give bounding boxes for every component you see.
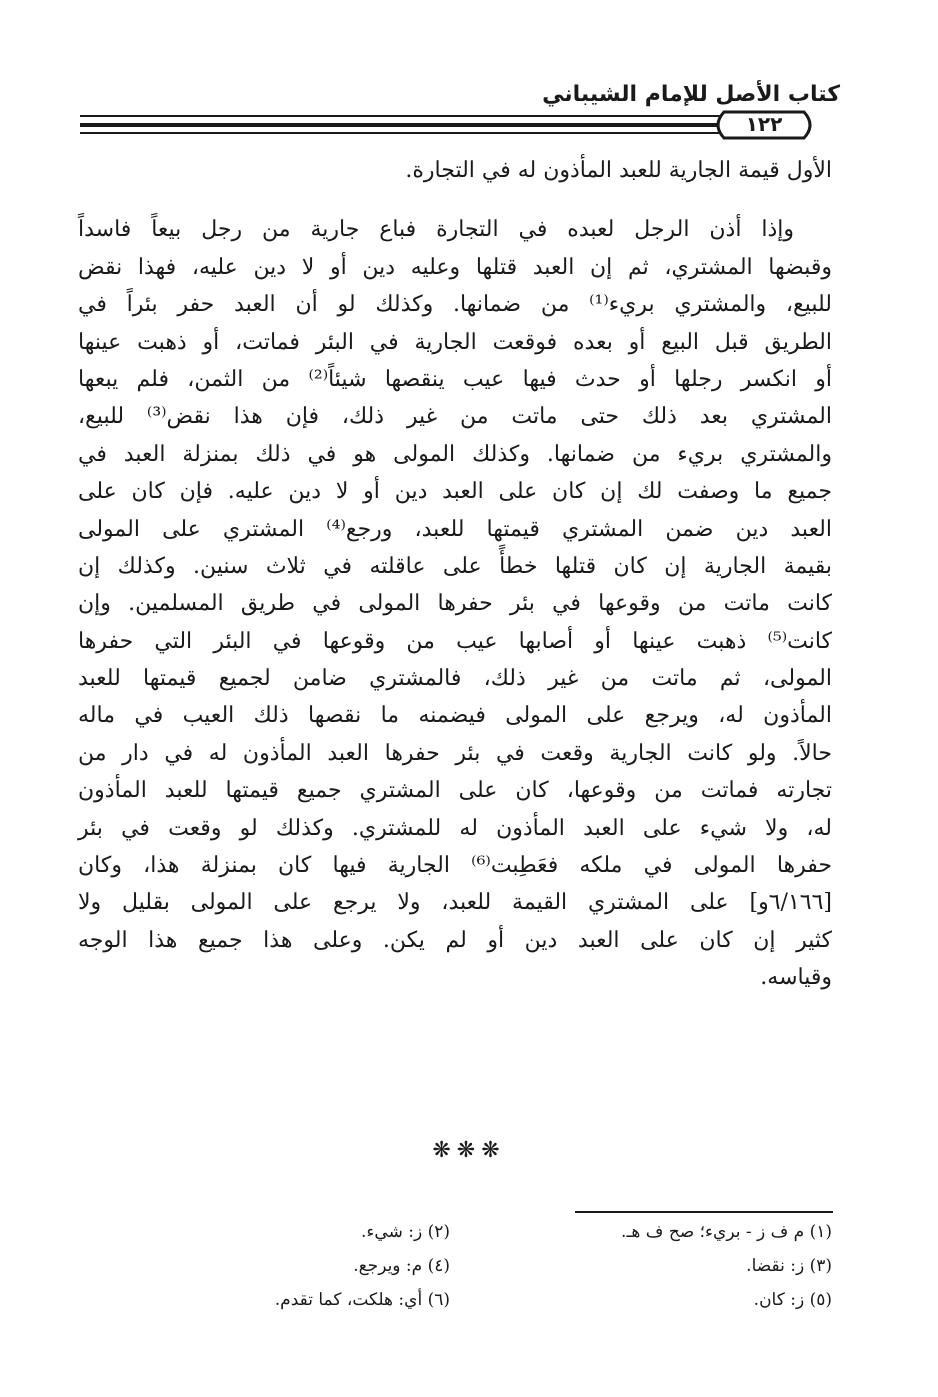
footnote-6: (٦) أي: هلكت، كما تقدم. bbox=[274, 1290, 450, 1310]
text-line: العبد دين ضمن المشتري قيمتها للعبد، ورجع⁽⁴⁾ المشتري على المولى bbox=[78, 516, 832, 542]
text-line: [٦/١٦٦و] على المشتري القيمة للعبد، ولا يرجع على المولى بقليل ولا bbox=[78, 890, 832, 916]
text-line: المأذون له، ويرجع على المولى فيضمنه ما نقصها ذلك العيب في ماله bbox=[78, 703, 832, 729]
text-line: وإذا أذن الرجل لعبده في التجارة فباع جارية من رجل بيعاً فاسداً bbox=[78, 217, 794, 243]
paragraph-gap bbox=[78, 189, 832, 211]
text-line: كثير إن كان على العبد دين أو لم يكن. وعلى هذا جميع هذا الوجه bbox=[78, 927, 832, 953]
text-line: وقبضها المشتري، ثم إن العبد قتلها وعليه دين أو لا دين عليه، فهذا نقض bbox=[78, 254, 832, 280]
text-line: الطريق قبل البيع أو بعده فوقعت الجارية في البئر فماتت، أو ذهبت عينها bbox=[78, 329, 832, 355]
text-line: أو انكسر رجلها أو حدث فيها عيب ينقصها شيئاً⁽²⁾ من الثمن، فلم يبعها bbox=[78, 366, 832, 392]
footnote-2: (٢) ز: شيء. bbox=[361, 1222, 450, 1242]
text-line: والمشتري بريء من ضمانها. وكذلك المولى هو في ذلك بمنزلة العبد في bbox=[78, 441, 832, 467]
page-number: ١٢٢ bbox=[745, 112, 783, 136]
book-title: كتاب الأصل للإمام الشيباني bbox=[542, 82, 840, 107]
text-line: المشتري بعد ذلك حتى ماتت من غير ذلك، فإن هذا نقض⁽³⁾ للبيع، bbox=[78, 404, 832, 430]
text-line: المولى، ثم ماتت من غير ذلك، فالمشتري ضامن لجميع قيمتها للعبد bbox=[78, 666, 832, 692]
text-line: وقياسه. bbox=[760, 965, 832, 991]
footnote-3: (٣) ز: نقضا. bbox=[746, 1256, 832, 1276]
header-rule-top bbox=[80, 115, 740, 117]
text-line: جميع ما وصفت لك إن كان على العبد دين أو لا دين عليه. فإن كان على bbox=[78, 479, 832, 505]
text-line: كانت ماتت من وقوعها في بئر حفرها المولى في طريق المسلمين. وإن bbox=[78, 591, 832, 617]
footnote-5: (٥) ز: كان. bbox=[753, 1290, 832, 1310]
main-text bbox=[78, 152, 832, 997]
footnote-1: (١) م ف ز - بريء؛ صح ف هـ. bbox=[621, 1222, 832, 1242]
text-line: له، ولا شيء على العبد المأذون له للمشتري. وكذلك لو وقعت في بئر bbox=[78, 815, 832, 841]
page-number-badge bbox=[710, 110, 818, 140]
text-line: للبيع، والمشتري بريء⁽¹⁾ من ضمانها. وكذلك لو أن العبد حفر بئراً في bbox=[78, 292, 832, 318]
text-line: كانت⁽⁵⁾ ذهبت عينها أو أصابها عيب من وقوعها في البئر التي حفرها bbox=[78, 628, 832, 654]
text-line: تجارته فماتت من وقوعها، كان على المشتري جميع قيمتها للعبد المأذون bbox=[78, 778, 832, 804]
header-rule-bottom bbox=[80, 132, 740, 134]
text-line: بقيمة الجارية إن كان قتلها خطأً على عاقلته في ثلاث سنين. وكذلك إن bbox=[78, 553, 832, 579]
footnote-rule bbox=[575, 1211, 833, 1213]
text-line: حفرها المولى في ملكه فعَطِبت⁽⁶⁾ الجارية فيها كان بمنزلة هذا، وكان bbox=[78, 853, 832, 879]
text-line: حالاً. ولو كانت الجارية وقعت في بئر حفرها العبد المأذون له في دار من bbox=[78, 740, 832, 766]
section-ornament: ❋❋❋ bbox=[432, 1138, 506, 1163]
header-rule-mid bbox=[80, 123, 740, 127]
text-line: الأول قيمة الجارية للعبد المأذون له في التجارة. bbox=[405, 158, 832, 183]
footnote-4: (٤) م: ويرجع. bbox=[353, 1256, 450, 1276]
